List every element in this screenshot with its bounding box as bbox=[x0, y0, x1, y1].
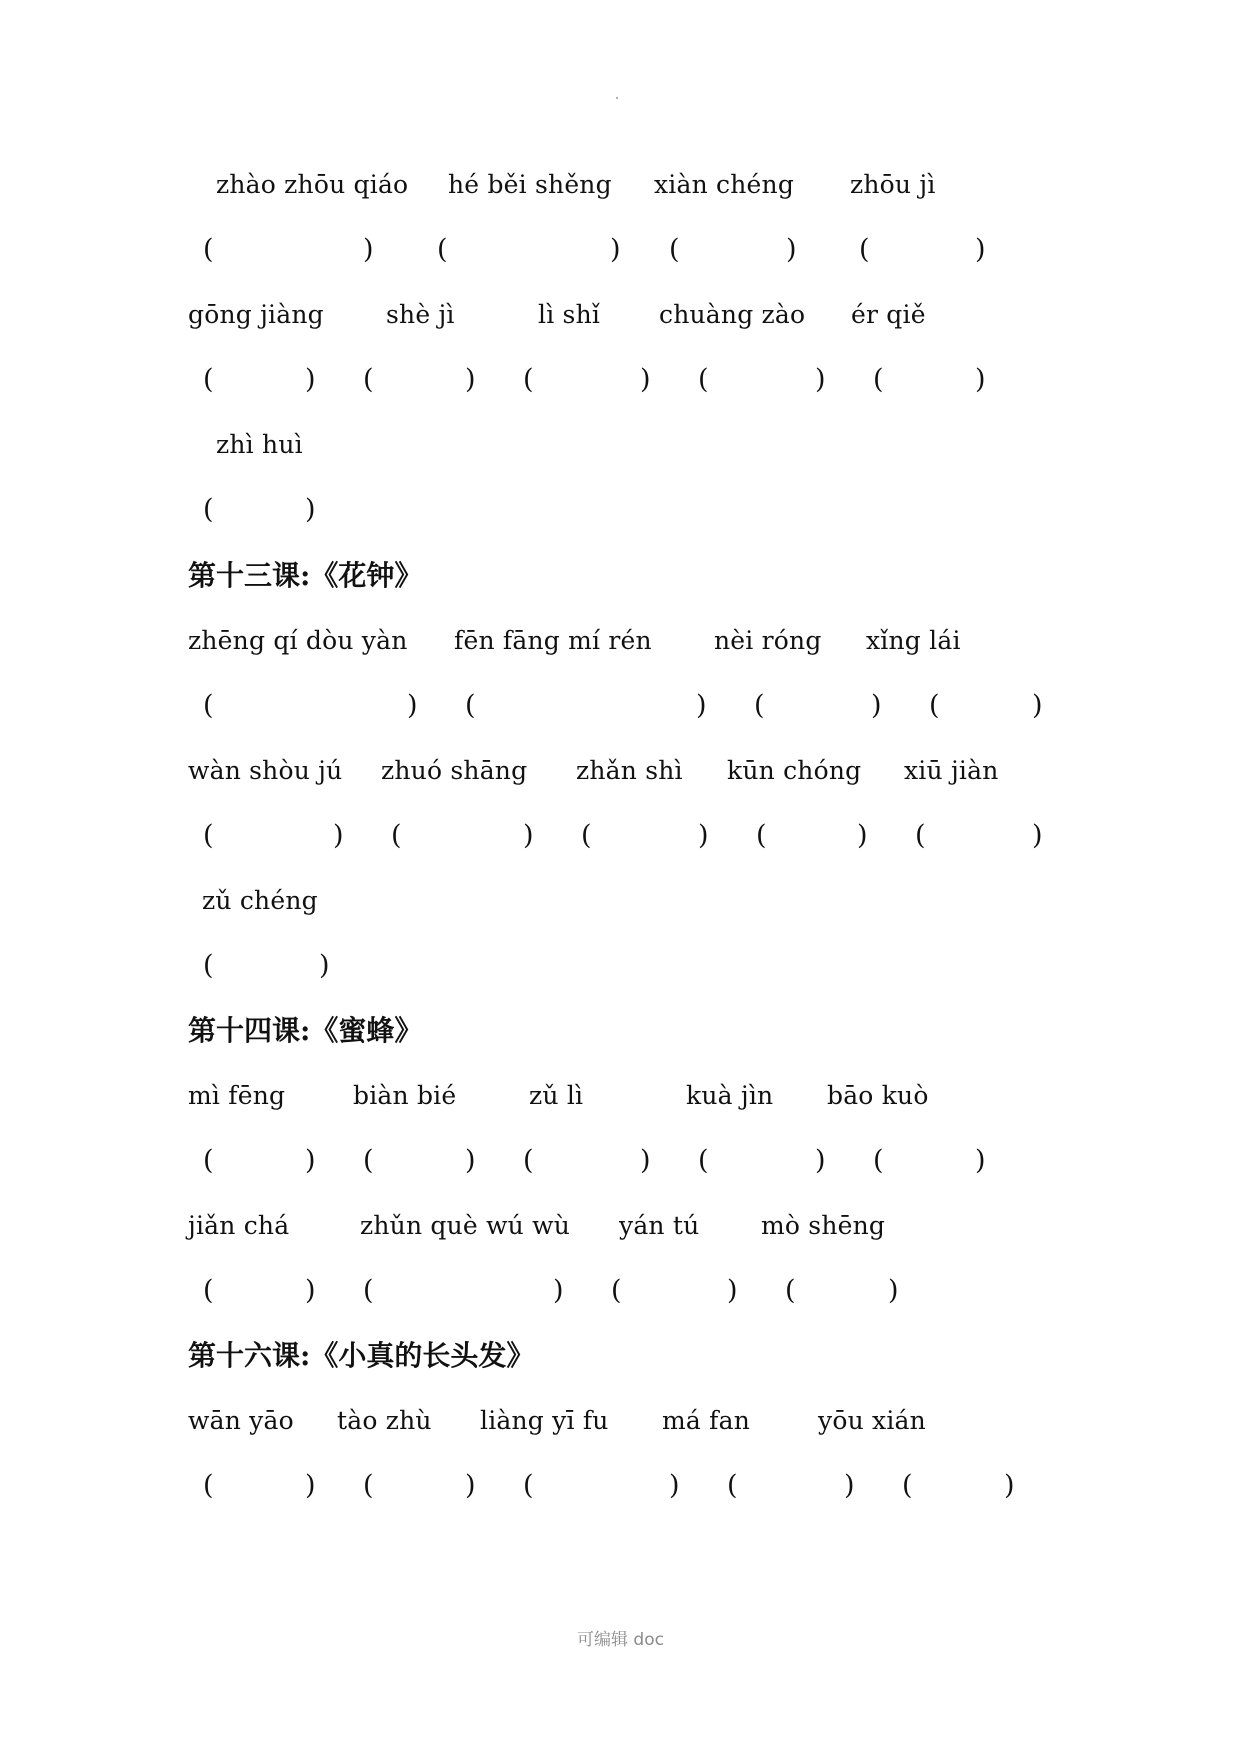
page-dot bbox=[616, 97, 618, 99]
lesson-heading: 第十六课:《小真的长头发》 bbox=[188, 1339, 535, 1372]
answer-close: ) bbox=[871, 690, 882, 721]
pinyin-item: zǔ chéng bbox=[202, 886, 318, 915]
answer-close: ) bbox=[640, 1145, 651, 1176]
answer-close: ) bbox=[363, 234, 374, 265]
answer-close: ) bbox=[727, 1275, 738, 1306]
answer-open: ( bbox=[873, 1145, 884, 1176]
pinyin-item: gōng jiàng bbox=[188, 300, 324, 329]
answer-close: ) bbox=[305, 364, 316, 395]
answer-close: ) bbox=[1004, 1470, 1015, 1501]
pinyin-item: fēn fāng mí rén bbox=[454, 626, 652, 655]
answer-open: ( bbox=[465, 690, 476, 721]
answer-close: ) bbox=[975, 364, 986, 395]
answer-open: ( bbox=[902, 1470, 913, 1501]
answer-open: ( bbox=[581, 820, 592, 851]
pinyin-item: zhuó shāng bbox=[381, 756, 528, 785]
pinyin-item: liàng yī fu bbox=[480, 1406, 609, 1435]
answer-close: ) bbox=[844, 1470, 855, 1501]
answer-open: ( bbox=[754, 690, 765, 721]
answer-open: ( bbox=[523, 1145, 534, 1176]
pinyin-item: hé běi shěng bbox=[448, 170, 612, 199]
answer-open: ( bbox=[727, 1470, 738, 1501]
pinyin-item: zǔ lì bbox=[529, 1081, 584, 1110]
answer-open: ( bbox=[873, 364, 884, 395]
pinyin-item: tào zhù bbox=[337, 1406, 432, 1435]
page-footer: 可编辑 doc bbox=[577, 1630, 664, 1650]
answer-open: ( bbox=[669, 234, 680, 265]
answer-close: ) bbox=[465, 1470, 476, 1501]
pinyin-item: kūn chóng bbox=[727, 756, 862, 785]
answer-close: ) bbox=[319, 950, 330, 981]
pinyin-item: chuàng zào bbox=[659, 300, 806, 329]
answer-open: ( bbox=[698, 364, 709, 395]
pinyin-item: xǐng lái bbox=[866, 626, 961, 655]
answer-open: ( bbox=[523, 1470, 534, 1501]
answer-open: ( bbox=[203, 820, 214, 851]
answer-close: ) bbox=[1032, 690, 1043, 721]
answer-close: ) bbox=[669, 1470, 680, 1501]
answer-close: ) bbox=[975, 234, 986, 265]
pinyin-item: má fan bbox=[662, 1406, 751, 1435]
answer-close: ) bbox=[305, 1275, 316, 1306]
answer-open: ( bbox=[363, 1145, 374, 1176]
answer-open: ( bbox=[698, 1145, 709, 1176]
lesson-heading: 第十四课:《蜜蜂》 bbox=[188, 1014, 423, 1047]
lesson-heading: 第十三课:《花钟》 bbox=[188, 559, 423, 592]
pinyin-item: wàn shòu jú bbox=[188, 756, 343, 785]
pinyin-item: xiàn chéng bbox=[654, 170, 795, 199]
answer-open: ( bbox=[785, 1275, 796, 1306]
answer-close: ) bbox=[1032, 820, 1043, 851]
answer-open: ( bbox=[859, 234, 870, 265]
answer-open: ( bbox=[203, 1275, 214, 1306]
pinyin-item: yán tú bbox=[619, 1211, 700, 1240]
pinyin-item: kuà jìn bbox=[686, 1081, 774, 1110]
answer-open: ( bbox=[203, 234, 214, 265]
answer-open: ( bbox=[437, 234, 448, 265]
answer-open: ( bbox=[929, 690, 940, 721]
pinyin-item: biàn bié bbox=[353, 1081, 457, 1110]
answer-close: ) bbox=[465, 364, 476, 395]
answer-close: ) bbox=[465, 1145, 476, 1176]
answer-close: ) bbox=[407, 690, 418, 721]
pinyin-item: wān yāo bbox=[188, 1406, 294, 1435]
pinyin-item: zhì huì bbox=[216, 430, 303, 459]
answer-close: ) bbox=[305, 1145, 316, 1176]
pinyin-item: shè jì bbox=[386, 300, 455, 329]
answer-close: ) bbox=[888, 1275, 899, 1306]
answer-close: ) bbox=[305, 1470, 316, 1501]
pinyin-item: zhēng qí dòu yàn bbox=[188, 626, 408, 655]
pinyin-item: xiū jiàn bbox=[904, 756, 999, 785]
answer-close: ) bbox=[815, 1145, 826, 1176]
answer-close: ) bbox=[305, 494, 316, 525]
answer-close: ) bbox=[333, 820, 344, 851]
answer-close: ) bbox=[857, 820, 868, 851]
pinyin-item: zhào zhōu qiáo bbox=[216, 170, 409, 199]
answer-open: ( bbox=[391, 820, 402, 851]
pinyin-item: lì shǐ bbox=[538, 300, 601, 329]
pinyin-item: zhōu jì bbox=[850, 170, 936, 199]
pinyin-item: zhǎn shì bbox=[576, 756, 683, 785]
answer-open: ( bbox=[203, 950, 214, 981]
pinyin-item: bāo kuò bbox=[827, 1081, 929, 1110]
pinyin-item: jiǎn chá bbox=[188, 1211, 290, 1240]
pinyin-item: mì fēng bbox=[188, 1081, 286, 1110]
answer-close: ) bbox=[696, 690, 707, 721]
answer-close: ) bbox=[640, 364, 651, 395]
answer-close: ) bbox=[698, 820, 709, 851]
answer-close: ) bbox=[975, 1145, 986, 1176]
answer-open: ( bbox=[203, 1145, 214, 1176]
answer-open: ( bbox=[756, 820, 767, 851]
answer-close: ) bbox=[610, 234, 621, 265]
answer-open: ( bbox=[203, 690, 214, 721]
answer-close: ) bbox=[523, 820, 534, 851]
pinyin-item: yōu xián bbox=[818, 1406, 926, 1435]
answer-open: ( bbox=[203, 364, 214, 395]
answer-open: ( bbox=[363, 1275, 374, 1306]
answer-close: ) bbox=[815, 364, 826, 395]
pinyin-item: mò shēng bbox=[761, 1211, 886, 1240]
answer-close: ) bbox=[553, 1275, 564, 1306]
answer-close: ) bbox=[786, 234, 797, 265]
answer-open: ( bbox=[611, 1275, 622, 1306]
pinyin-item: nèi róng bbox=[714, 626, 822, 655]
answer-open: ( bbox=[203, 494, 214, 525]
answer-open: ( bbox=[203, 1470, 214, 1501]
pinyin-item: ér qiě bbox=[851, 300, 926, 329]
answer-open: ( bbox=[523, 364, 534, 395]
pinyin-item: zhǔn què wú wù bbox=[360, 1211, 571, 1240]
answer-open: ( bbox=[915, 820, 926, 851]
answer-open: ( bbox=[363, 1470, 374, 1501]
answer-open: ( bbox=[363, 364, 374, 395]
